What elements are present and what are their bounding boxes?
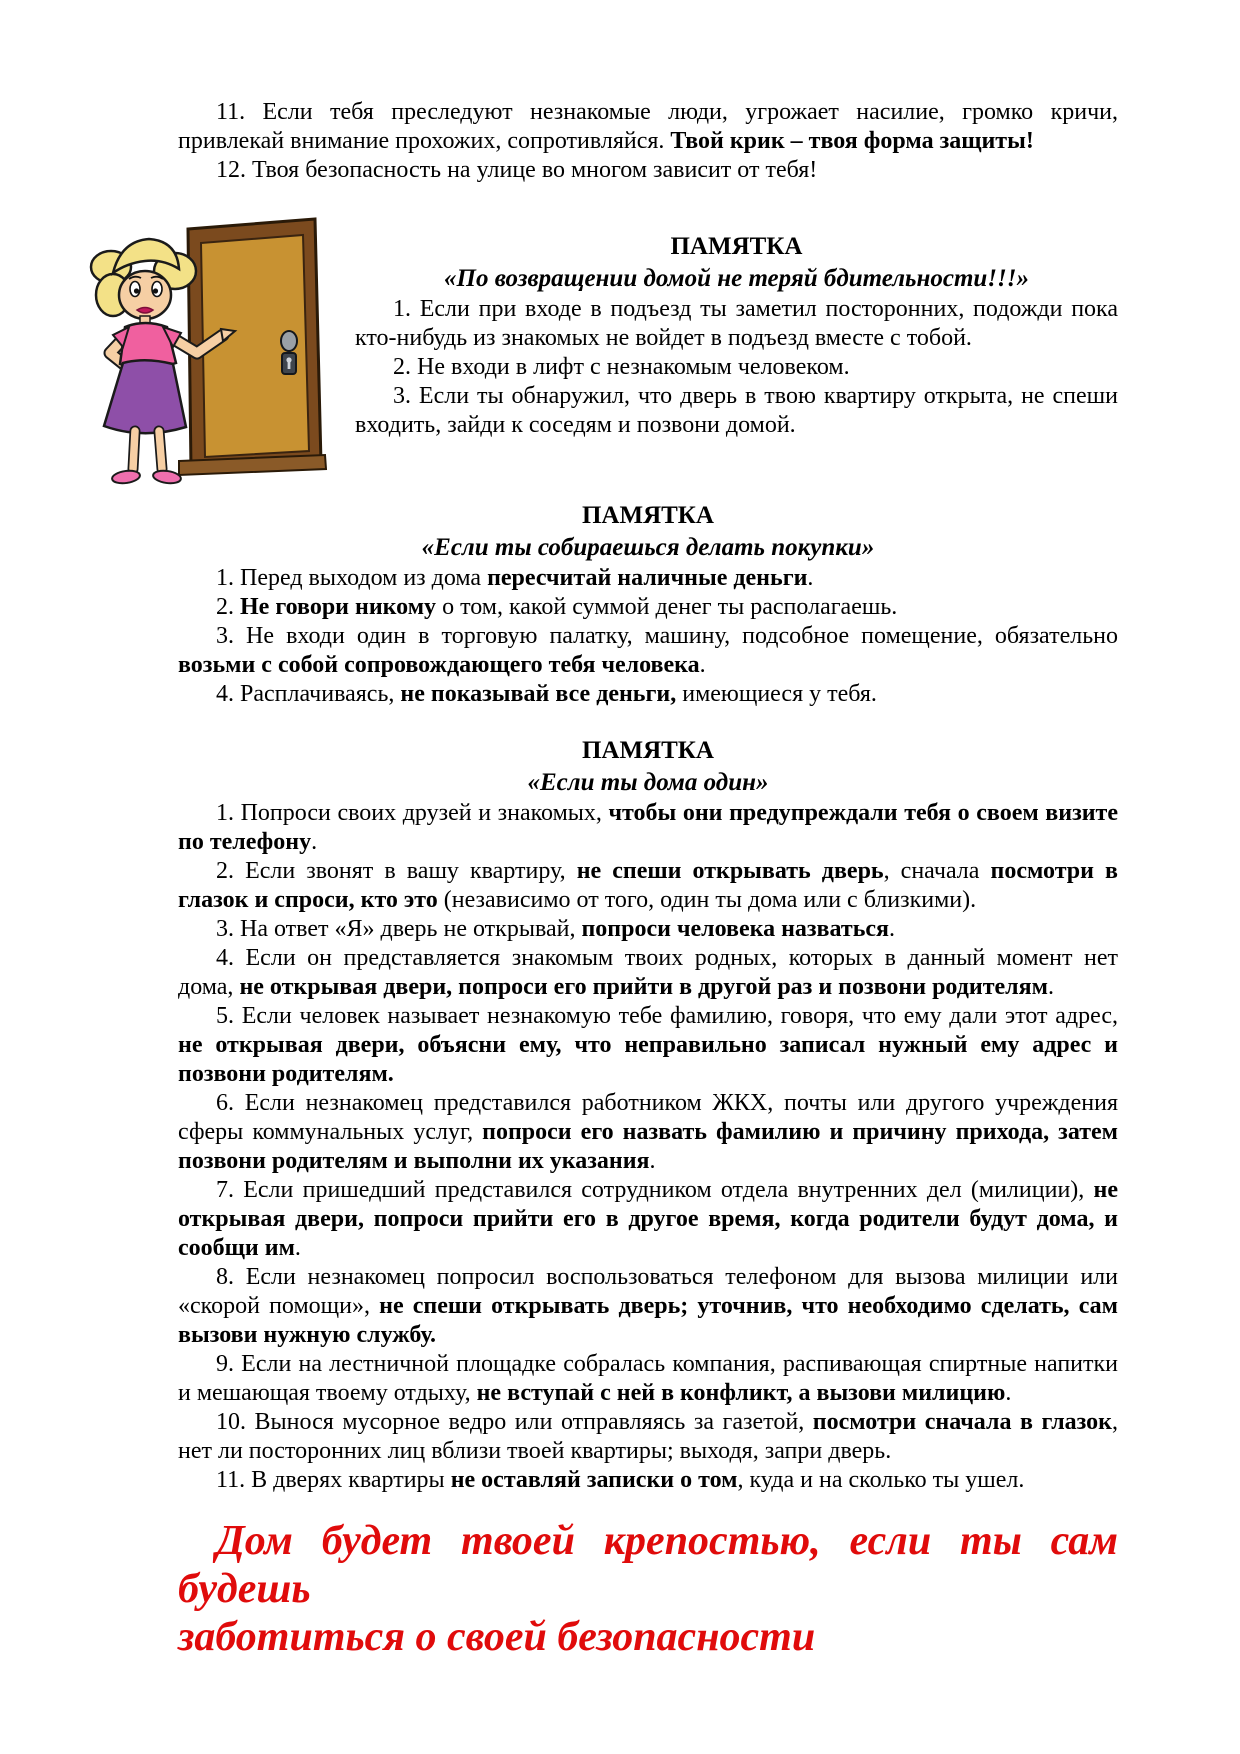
paragraph xyxy=(178,915,1118,944)
text: . xyxy=(649,1148,656,1174)
bold-text: попроси человека назваться xyxy=(581,916,890,942)
bold-text: чтобы они предупреждали тебя о своем визите по телефону xyxy=(178,800,1118,855)
text: 10. Вынося мусорное ведро или отправляясь за газетой, xyxy=(216,1409,813,1435)
paragraph xyxy=(178,680,1118,709)
memo-title: ПАМЯТКА xyxy=(670,233,803,260)
bold-text: не оставляй записки о том xyxy=(450,1467,738,1493)
bold-text: не спеши открывать дверь xyxy=(576,858,884,884)
memo-subtitle: «Если ты дома один» xyxy=(527,769,769,796)
text: о том, какой суммой денег ты располагаешь. xyxy=(436,594,898,620)
memo-section-returning-home xyxy=(178,231,1118,440)
text: 1. Если при входе в подъезд ты заметил посторонних, подожди пока кто-нибудь из знакомых не войдет в подъезд вместе с тобой. xyxy=(355,296,1118,351)
bold-text: посмотри в глазок и спроси, кто это xyxy=(178,858,1119,913)
paragraph xyxy=(178,564,1118,593)
memo-items xyxy=(178,799,1118,1495)
text: . xyxy=(699,652,706,678)
text: 3. Не входи один в торговую палатку, машину, подсобное помещение, обязательно xyxy=(216,623,1118,649)
text: , нет ли посторонних лиц вблизи твоей квартиры; выходя, запри дверь. xyxy=(178,1409,1118,1464)
bold-text: не показывай все деньги, xyxy=(400,681,677,707)
memo-section-shopping xyxy=(178,500,1118,709)
slogan-line: заботиться о своей безопасности xyxy=(178,1614,816,1660)
paragraph xyxy=(178,98,1118,156)
text: 8. Если незнакомец попросил воспользоваться телефоном для вызова милиции или «скорой помощи», xyxy=(178,1264,1118,1319)
text: 3. Если ты обнаружил, что дверь в твою квартиру открыта, не спеши входить, зайди к соседям и позвони домой. xyxy=(355,383,1118,438)
memo-section-home-alone xyxy=(178,735,1118,1495)
memo-subtitle: «По возвращении домой не теряй бдительности!!!» xyxy=(444,265,1029,292)
text: 3. На ответ «Я» дверь не открывай, xyxy=(216,916,582,942)
bold-text: не открывая двери, попроси его прийти в другой раз и позвони родителям xyxy=(239,974,1048,1000)
text: 2. Если звонят в вашу квартиру, xyxy=(216,858,577,884)
text: , сначала xyxy=(883,858,991,884)
bold-text: возьми с собой сопровождающего тебя человека xyxy=(178,652,700,678)
text: 2. xyxy=(216,594,240,620)
text: 7. Если пришедший представился сотрудником отдела внутренних дел (милиции), xyxy=(216,1177,1094,1203)
text: 9. Если на лестничной площадке собралась компания, распивающая спиртные напитки и мешающая твоему отдыху, xyxy=(178,1351,1118,1406)
text: 11. Если тебя преследуют незнакомые люди, угрожает насилие, громко кричи, привлекай внимание прохожих, сопротивляйся. xyxy=(178,99,1118,154)
text: 2. Не входи в лифт с незнакомым человеком. xyxy=(393,354,850,380)
text: . xyxy=(889,916,896,942)
text: имеющиеся у тебя. xyxy=(676,681,877,707)
footer-slogan xyxy=(178,1517,1118,1661)
paragraph xyxy=(178,1089,1118,1176)
text: 6. Если незнакомец представился работником ЖКХ, почты или другого учреждения сферы коммунальных услуг, xyxy=(178,1090,1118,1145)
text: 12. Твоя безопасность на улице во многом зависит от тебя! xyxy=(216,157,818,183)
doorknob-graphic xyxy=(281,331,297,374)
bold-text: не спеши открывать дверь; уточнив, что необходимо сделать, сам вызови нужную службу. xyxy=(178,1293,1118,1348)
paragraph xyxy=(178,1263,1118,1350)
bold-text: пересчитай наличные деньги xyxy=(487,565,808,591)
paragraph xyxy=(178,593,1118,622)
text: 1. Перед выходом из дома xyxy=(216,565,488,591)
paragraph xyxy=(178,1350,1118,1408)
text: . xyxy=(1005,1380,1012,1406)
intro-section xyxy=(178,98,1118,185)
text: 5. Если человек называет незнакомую тебе фамилию, говоря, что ему дали этот адрес, xyxy=(216,1003,1118,1029)
text: . xyxy=(311,829,318,855)
bold-text: не открывая двери, объясни ему, что неправильно записал нужный ему адрес и позвони родителям. xyxy=(178,1032,1118,1087)
memo-title: ПАМЯТКА xyxy=(581,502,714,529)
text: 4. Если он представляется знакомым твоих родных, которых в данный момент нет дома, xyxy=(178,945,1118,1000)
bold-text: не вступай с ней в конфликт, а вызови милицию xyxy=(476,1380,1006,1406)
woman-at-door-illustration xyxy=(83,211,333,496)
paragraph xyxy=(178,799,1118,857)
paragraph xyxy=(178,857,1118,915)
paragraph xyxy=(178,156,1118,185)
paragraph xyxy=(178,1002,1118,1089)
text: . xyxy=(1047,974,1054,1000)
paragraph xyxy=(178,944,1118,1002)
paragraph xyxy=(178,1408,1118,1466)
bold-text: Не говори никому xyxy=(240,594,437,620)
paragraph xyxy=(178,622,1118,680)
slogan-line: Дом будет твоей крепостью, если ты сам будешь xyxy=(178,1518,1118,1612)
memo-subtitle: «Если ты собираешься делать покупки» xyxy=(421,534,875,561)
memo-items xyxy=(178,564,1118,709)
memo-title: ПАМЯТКА xyxy=(581,737,714,764)
bold-text: попроси его назвать фамилию и причину прихода, затем позвони родителям и выполни их указания xyxy=(178,1119,1118,1174)
bold-text: Твой крик – твоя форма защиты! xyxy=(670,128,1034,154)
paragraph xyxy=(178,1176,1118,1263)
text: . xyxy=(294,1235,301,1261)
bold-text: посмотри сначала в глазок xyxy=(812,1409,1112,1435)
text: 4. Расплачиваясь, xyxy=(216,681,401,707)
text: . xyxy=(807,565,814,591)
text: 1. Попроси своих друзей и знакомых, xyxy=(216,800,609,826)
text: 11. В дверях квартиры xyxy=(216,1467,451,1493)
text: (независимо от того, один ты дома или с близкими). xyxy=(437,887,977,913)
text: , куда и на сколько ты ушел. xyxy=(737,1467,1025,1493)
bold-text: не открывая двери, попроси прийти его в другое время, когда родители будут дома, и сообщи им xyxy=(178,1177,1118,1261)
paragraph xyxy=(178,1466,1118,1495)
